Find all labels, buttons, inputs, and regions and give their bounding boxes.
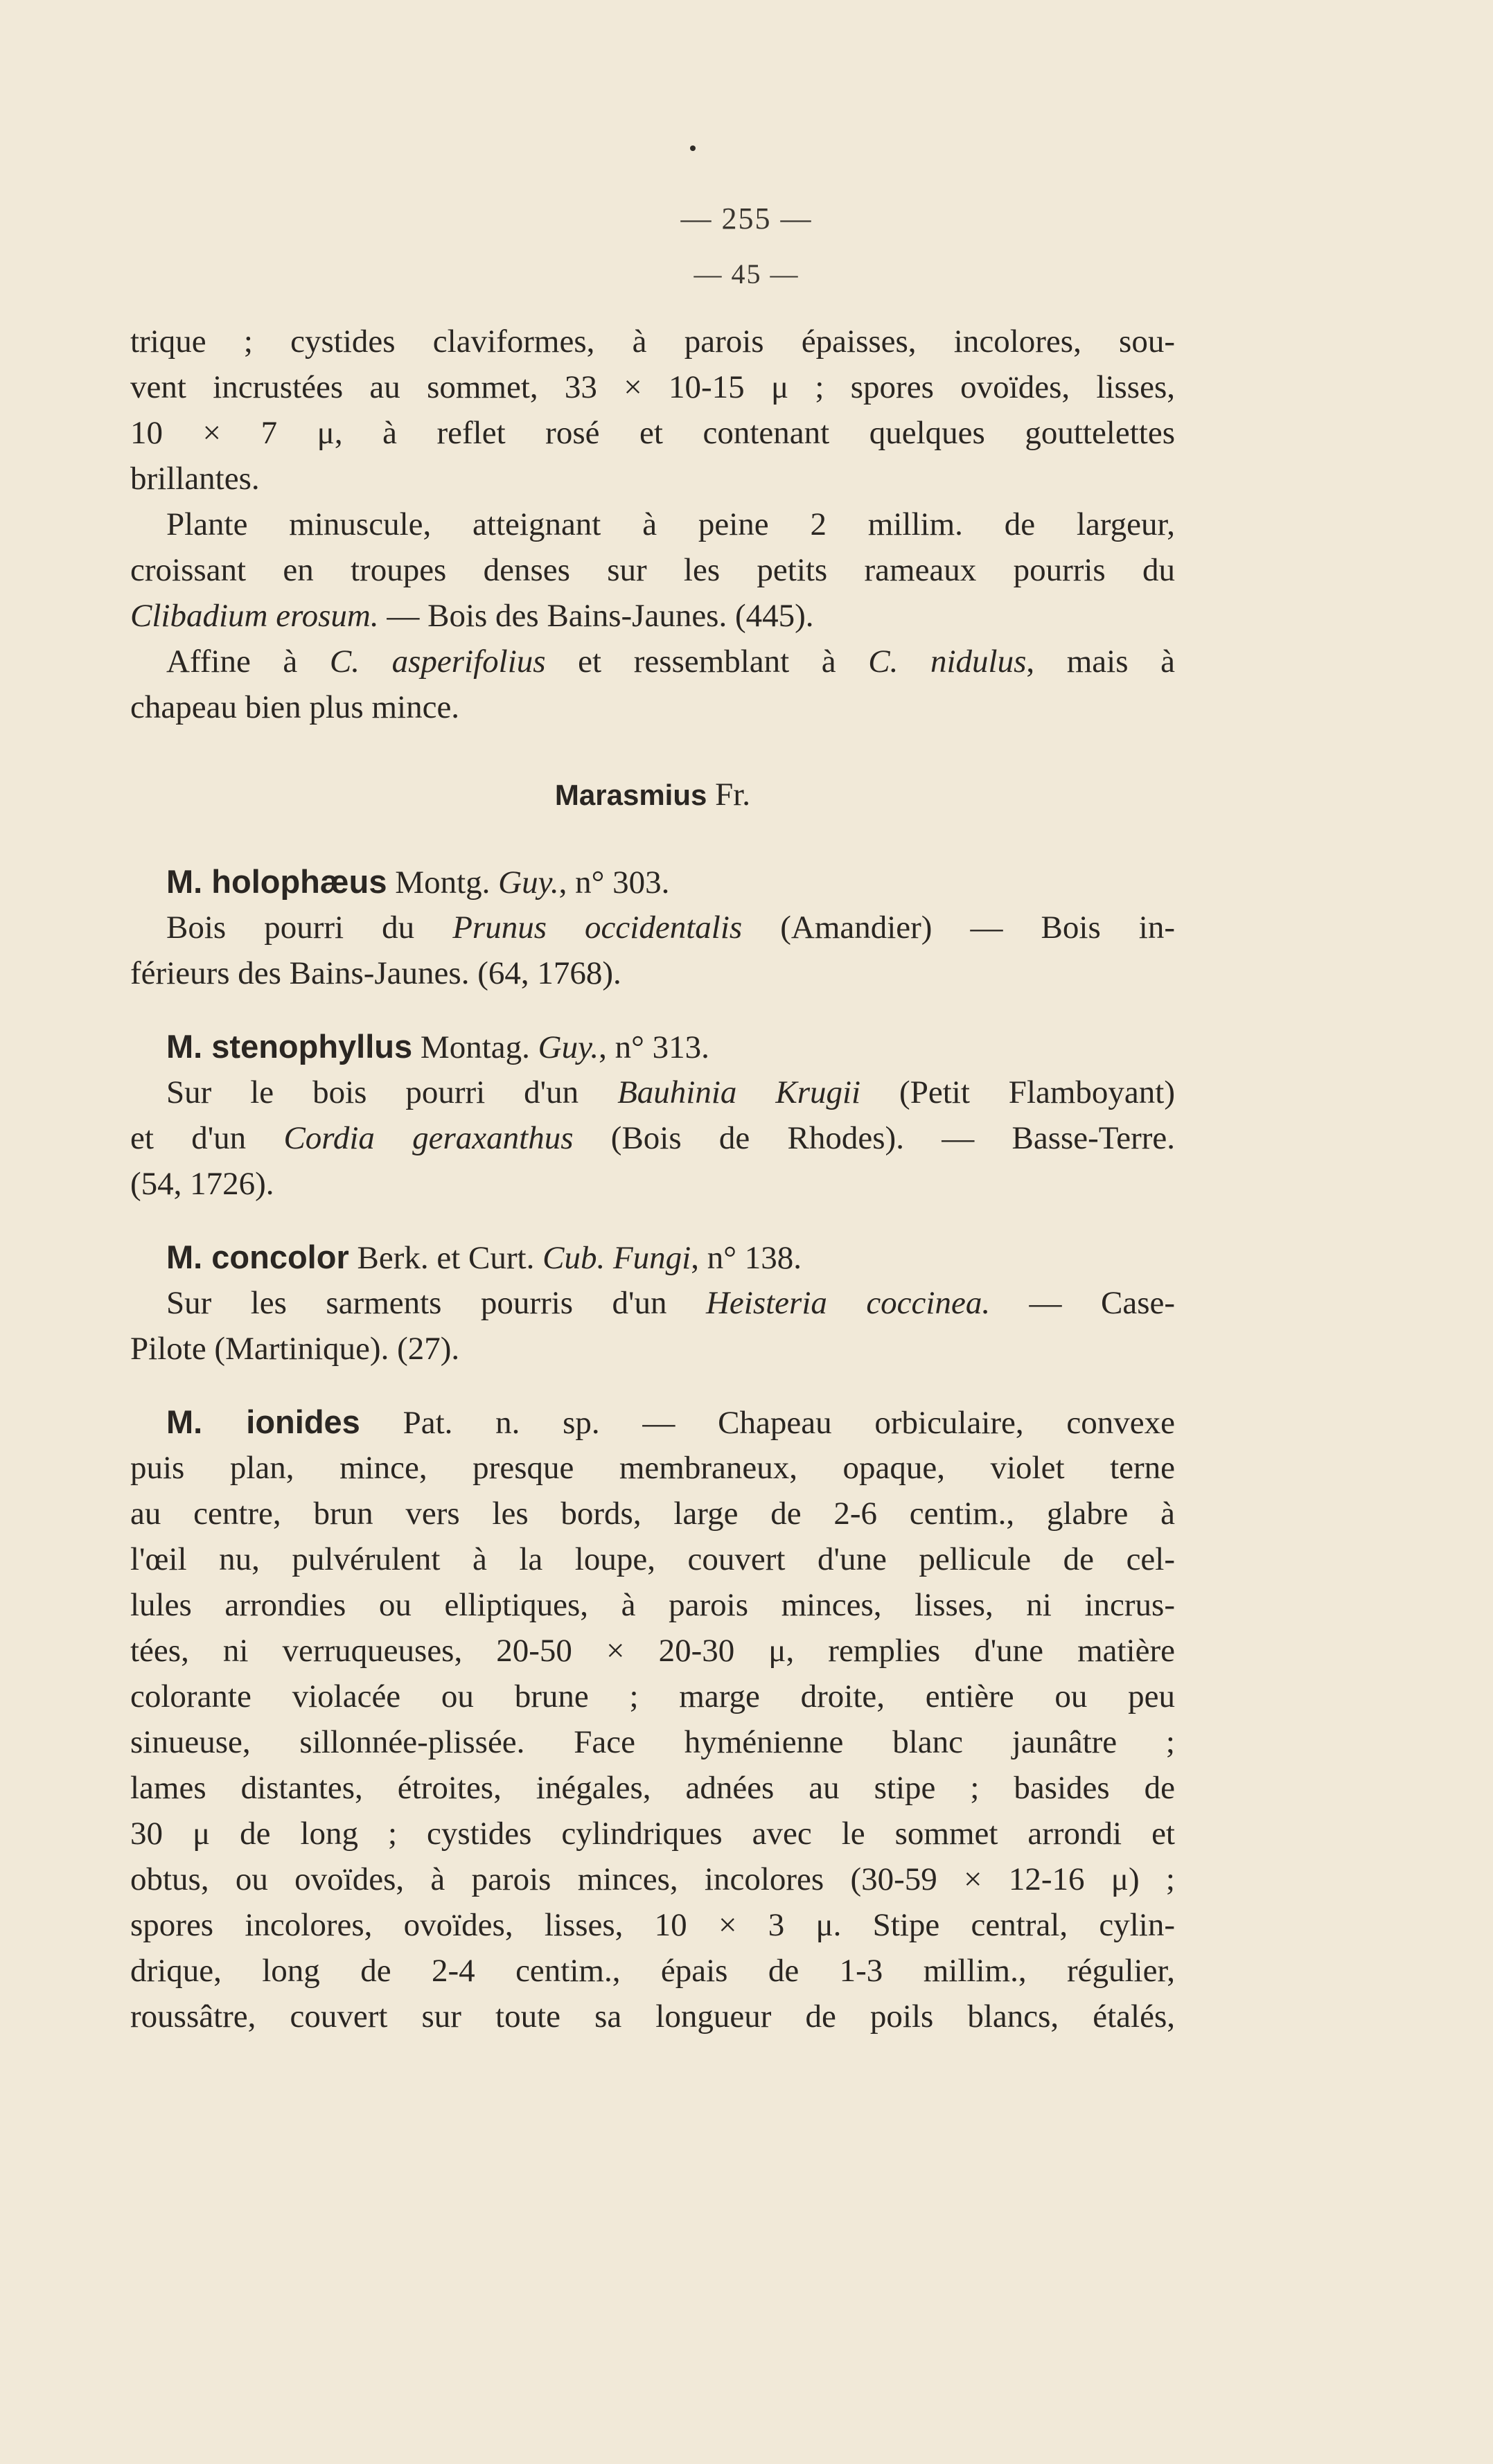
text-line: tées, ni verruqueuses, 20-50 × 20-30 μ, remplies d'une matière xyxy=(130,1633,1175,1669)
text-line: 30 μ de long ; cystides cylindriques avec le sommet arrondi et xyxy=(130,1816,1175,1852)
text-line: férieurs des Bains-Jaunes. (64, 1768). xyxy=(130,955,621,991)
species-name: C. asperifolius xyxy=(329,644,546,680)
text-line: au centre, brun vers les bords, large de 2-6 centim., glabre à xyxy=(130,1496,1175,1532)
text-line: Clibadium erosum. — Bois des Bains-Jaunes. (445). xyxy=(130,598,814,634)
text-line: sinueuse, sillonnée-plissée. Face hyménienne blanc jaunâtre ; xyxy=(130,1724,1175,1760)
genus-heading: Marasmius Fr. xyxy=(554,777,751,813)
text-line: spores incolores, ovoïdes, lisses, 10 × 3 μ. Stipe central, cylin- xyxy=(130,1907,1175,1943)
text-line: Bois pourri du Prunus occidentalis (Amandier) — Bois in- xyxy=(166,910,1176,946)
text-line: puis plan, mince, presque membraneux, opaque, violet terne xyxy=(130,1450,1175,1486)
text-line: lules arrondies ou elliptiques, à parois minces, lisses, ni incrus- xyxy=(130,1587,1175,1623)
text-line: Sur le bois pourri d'un Bauhinia Krugii (Petit Flamboyant) xyxy=(166,1074,1175,1110)
text-line: lames distantes, étroites, inégales, adnées au stipe ; basides de xyxy=(130,1770,1175,1806)
text-line: croissant en troupes denses sur les petits rameaux pourris du xyxy=(130,552,1175,588)
text-line: chapeau bien plus mince. xyxy=(130,689,460,725)
text-line: Pilote (Martinique). (27). xyxy=(130,1331,460,1367)
text-line: Plante minuscule, atteignant à peine 2 millim. de largeur, xyxy=(166,506,1175,542)
text-line: drique, long de 2-4 centim., épais de 1-3 millim., régulier, xyxy=(130,1953,1175,1989)
species-entry-heading: M. holophæus Montg. Guy., n° 303. xyxy=(166,863,670,901)
species-name: C. nidulus xyxy=(868,644,1027,680)
text-line: trique ; cystides claviformes, à parois épaisses, incolores, sou- xyxy=(130,323,1175,360)
ink-speck xyxy=(690,145,696,151)
text-line: vent incrustées au sommet, 33 × 10-15 μ ; spores ovoïdes, lisses, xyxy=(130,369,1175,405)
species-name: Clibadium erosum. xyxy=(130,598,379,634)
text-line: colorante violacée ou brune ; marge droite, entière ou peu xyxy=(130,1678,1175,1714)
species-entry-heading: M. stenophyllus Montag. Guy., n° 313. xyxy=(166,1028,709,1065)
text-line: brillantes. xyxy=(130,461,260,497)
page-body xyxy=(130,319,1175,2039)
text-line: et d'un Cordia geraxanthus (Bois de Rhodes). — Basse-Terre. xyxy=(130,1120,1175,1156)
species-entry-heading: M. ionides Pat. n. sp. — Chapeau orbiculaire, convexe xyxy=(166,1403,1175,1441)
text-line: 10 × 7 μ, à reflet rosé et contenant quelques gouttelettes xyxy=(130,415,1175,451)
text-line: l'œil nu, pulvérulent à la loupe, couvert d'une pellicule de cel- xyxy=(130,1541,1175,1577)
text-line: obtus, ou ovoïdes, à parois minces, incolores (30-59 × 12-16 μ) ; xyxy=(130,1861,1175,1897)
page-number-top: — 255 — xyxy=(680,202,813,236)
text-line: roussâtre, couvert sur toute sa longueur de poils blancs, étalés, xyxy=(130,1998,1175,2035)
page-number-inner: — 45 — xyxy=(694,258,799,290)
species-entry-heading: M. concolor Berk. et Curt. Cub. Fungi, n° 138. xyxy=(166,1239,802,1276)
text-line: Sur les sarments pourris d'un Heisteria coccinea. — Case- xyxy=(166,1285,1175,1321)
text-line: (54, 1726). xyxy=(130,1166,274,1202)
text-line: Affine à C. asperifolius et ressemblant à C. nidulus, mais à xyxy=(166,644,1175,680)
